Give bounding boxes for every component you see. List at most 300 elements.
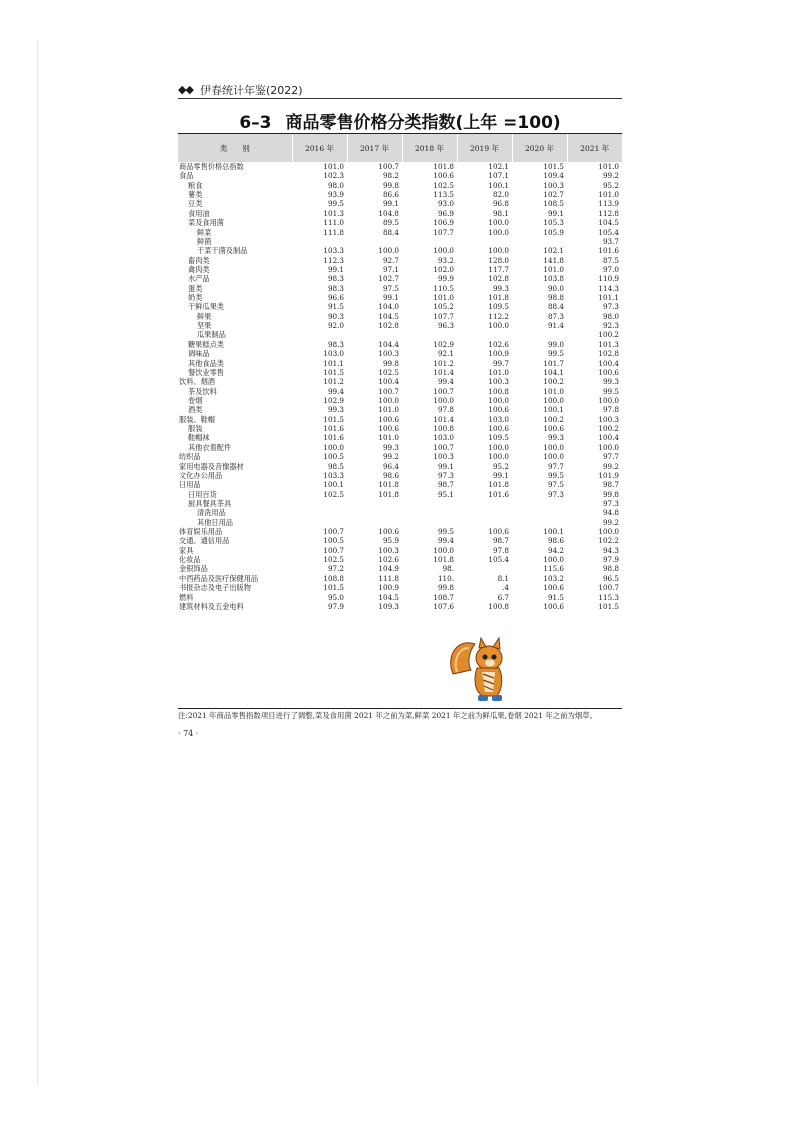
index-value: 92.3 <box>602 321 619 331</box>
index-value: 98.1 <box>492 208 509 218</box>
index-value: 101.0 <box>543 386 564 396</box>
table-note: 注:2021 年商品零售指数项目进行了调整,菜及食用菌 2021 年之前为菜,鲜菜 2021 年之前为鲜瓜果,卷烟 2021 年之前为烟草。 <box>178 711 598 720</box>
index-value: 99.8 <box>382 180 399 190</box>
index-value: 95.2 <box>602 180 619 190</box>
index-value: 101.5 <box>323 367 344 377</box>
index-value: 100.7 <box>323 527 344 537</box>
row-label: 茶及饮料 <box>188 386 217 396</box>
index-value: 99.9 <box>437 274 454 284</box>
index-value: 100.7 <box>598 583 619 593</box>
index-value: 105.4 <box>488 555 509 565</box>
price-index-table <box>178 134 622 611</box>
index-value: 93.2 <box>437 255 454 265</box>
column-header-year: 2018 年 <box>402 134 457 162</box>
index-value: 98.0 <box>327 180 344 190</box>
index-value: 96.3 <box>437 321 454 331</box>
table-row <box>178 377 622 386</box>
index-value: 110. <box>437 573 454 583</box>
index-value: 93.0 <box>437 199 454 209</box>
table-row <box>178 499 622 508</box>
index-value: 91.5 <box>327 302 344 312</box>
index-value: 96.5 <box>602 573 619 583</box>
table-title-text: 商品零售价格分类指数(上年 =100) <box>285 113 561 133</box>
index-value: 128.0 <box>488 255 509 265</box>
index-value: 100.4 <box>598 433 619 443</box>
index-value: 101.0 <box>543 264 564 274</box>
index-value: 100.4 <box>598 358 619 368</box>
table-row <box>178 424 622 433</box>
index-value: 96.4 <box>382 461 399 471</box>
index-value <box>402 518 457 527</box>
index-value: 101.1 <box>323 358 344 368</box>
index-value: 101.8 <box>378 489 399 499</box>
index-value: 100.0 <box>543 442 564 452</box>
index-value: 91.5 <box>547 592 564 602</box>
row-label: 其他衣着配件 <box>188 442 232 452</box>
index-value: 100.0 <box>488 452 509 462</box>
index-value: 102.6 <box>488 339 509 349</box>
index-value <box>347 499 402 508</box>
index-value: 100.0 <box>543 395 564 405</box>
index-value: 100.7 <box>378 162 399 171</box>
index-value: 102.1 <box>543 246 564 256</box>
table-row <box>178 162 622 171</box>
table-row <box>178 593 622 602</box>
index-value <box>402 508 457 517</box>
index-value: 90.3 <box>327 311 344 321</box>
index-value: 101.5 <box>323 583 344 593</box>
index-value: 100.5 <box>323 452 344 462</box>
header-rule <box>178 98 622 99</box>
index-value: 100.0 <box>598 395 619 405</box>
index-value: 100.4 <box>378 377 399 387</box>
index-value: 102.2 <box>598 536 619 546</box>
index-value: 91.4 <box>547 321 564 331</box>
index-value <box>512 499 567 508</box>
index-value: 98.3 <box>327 339 344 349</box>
index-value: 100.2 <box>543 414 564 424</box>
index-value: 97.8 <box>602 405 619 415</box>
index-value: 103.8 <box>543 274 564 284</box>
index-value: 100.0 <box>488 227 509 237</box>
table-row <box>178 490 622 499</box>
index-value: 99.1 <box>382 199 399 209</box>
page-number: · 74 · <box>178 729 199 738</box>
row-label: 食品 <box>179 171 194 181</box>
diamond-icon: ◆◆ <box>178 83 193 96</box>
table-row <box>178 452 622 461</box>
table-row <box>178 293 622 302</box>
index-value: 101.7 <box>543 358 564 368</box>
table-row <box>178 433 622 442</box>
index-value: 99.4 <box>327 386 344 396</box>
table-row <box>178 443 622 452</box>
index-value: 99.8 <box>437 583 454 593</box>
index-value: 111.8 <box>323 227 344 237</box>
index-value: 8.1 <box>497 573 509 583</box>
table-row <box>178 181 622 190</box>
index-value <box>347 518 402 527</box>
index-value: 101.3 <box>323 208 344 218</box>
row-label: 水产品 <box>188 274 210 284</box>
row-label: 卷烟 <box>188 395 203 405</box>
index-value: 87.5 <box>602 255 619 265</box>
table-row <box>178 284 622 293</box>
index-value: 99.3 <box>547 433 564 443</box>
index-value: 100.3 <box>433 452 454 462</box>
table-row <box>178 228 622 237</box>
row-label: 奶类 <box>188 293 203 303</box>
index-value: 99.8 <box>382 358 399 368</box>
index-value: 101.2 <box>323 377 344 387</box>
index-value: 113.5 <box>433 190 454 200</box>
index-value: 100.0 <box>433 246 454 256</box>
index-value: 101.3 <box>598 339 619 349</box>
index-value: 100.3 <box>598 414 619 424</box>
index-value: 102.7 <box>378 274 399 284</box>
table-row <box>178 583 622 592</box>
index-value: 100.0 <box>488 321 509 331</box>
index-value: 101.6 <box>323 433 344 443</box>
row-label: 鲜果 <box>197 311 212 321</box>
index-value: 87.3 <box>547 311 564 321</box>
column-header-year: 2016 年 <box>292 134 347 162</box>
index-value: 100.6 <box>433 171 454 181</box>
index-value: 101.8 <box>488 480 509 490</box>
table-row <box>178 312 622 321</box>
index-value: 100.6 <box>378 414 399 424</box>
index-value: 101.6 <box>323 424 344 434</box>
index-value: 100.0 <box>378 246 399 256</box>
table-row <box>178 265 622 274</box>
row-label: 商品零售价格总指数 <box>179 162 244 171</box>
index-value: 6.7 <box>497 592 509 602</box>
index-value: 97.5 <box>547 480 564 490</box>
table-row <box>178 462 622 471</box>
column-header-category: 类 别 <box>178 134 292 162</box>
index-value: 89.5 <box>382 218 399 228</box>
index-value: 100.0 <box>433 545 454 555</box>
table-row <box>178 218 622 227</box>
index-value: 95.2 <box>492 461 509 471</box>
index-value: 97.5 <box>382 283 399 293</box>
index-value: 104.5 <box>378 592 399 602</box>
index-value: 100.2 <box>543 377 564 387</box>
index-value: 97.0 <box>602 264 619 274</box>
index-value: 94.2 <box>547 545 564 555</box>
index-value: 98.8 <box>602 564 619 574</box>
index-value <box>512 518 567 527</box>
index-value: 101.5 <box>543 162 564 171</box>
row-label: 中西药品及医疗保健用品 <box>179 573 259 583</box>
index-value: 100.6 <box>378 424 399 434</box>
index-value: 102.9 <box>323 395 344 405</box>
index-value: 100.5 <box>323 536 344 546</box>
index-value: 100.0 <box>488 442 509 452</box>
index-value: 102.5 <box>323 489 344 499</box>
table-row <box>178 527 622 536</box>
index-value: 111.8 <box>378 573 399 583</box>
table-row <box>178 190 622 199</box>
index-value: 101.6 <box>598 246 619 256</box>
index-value: 99.1 <box>547 208 564 218</box>
index-value: 102.5 <box>378 367 399 377</box>
index-value: 101.9 <box>598 470 619 480</box>
index-value: 88.4 <box>382 227 399 237</box>
index-value: 98.6 <box>547 536 564 546</box>
index-value: 109.5 <box>488 302 509 312</box>
index-value: 100.3 <box>378 545 399 555</box>
index-value: 101.5 <box>323 414 344 424</box>
index-value: 101.0 <box>323 162 344 171</box>
index-value: 100.2 <box>598 424 619 434</box>
index-value: 99.2 <box>602 517 619 527</box>
table-row <box>178 518 622 527</box>
index-value <box>457 237 512 246</box>
index-value: 110.9 <box>598 274 619 284</box>
table-row <box>178 480 622 489</box>
index-value: 100.7 <box>433 442 454 452</box>
index-value: 92.1 <box>437 349 454 359</box>
index-value: 99.1 <box>382 293 399 303</box>
row-label: 鲜菜 <box>197 227 212 237</box>
index-value: 108.8 <box>323 573 344 583</box>
index-value: 109.3 <box>378 601 399 611</box>
index-value: 100.7 <box>433 386 454 396</box>
index-value: 99.2 <box>602 461 619 471</box>
row-label: 燃料 <box>179 592 194 602</box>
index-value: 103.0 <box>323 349 344 359</box>
table-row <box>178 321 622 330</box>
index-value: .4 <box>502 583 509 593</box>
page-margin-line <box>37 40 38 1085</box>
index-value: 107.7 <box>433 227 454 237</box>
index-value <box>457 330 512 339</box>
index-value: 96.6 <box>327 293 344 303</box>
squirrel-mascot-icon <box>445 634 513 710</box>
index-value: 100.1 <box>323 480 344 490</box>
index-value: 102.8 <box>488 274 509 284</box>
index-value: 100.3 <box>378 349 399 359</box>
column-header-year: 2020 年 <box>512 134 567 162</box>
index-value: 82.0 <box>492 190 509 200</box>
index-value: 112.8 <box>598 208 619 218</box>
index-value <box>512 508 567 517</box>
index-value: 101.5 <box>598 601 619 611</box>
index-value: 105.3 <box>543 218 564 228</box>
index-value: 102.6 <box>378 555 399 565</box>
index-value: 103.2 <box>543 573 564 583</box>
index-value: 104.5 <box>378 311 399 321</box>
index-value: 99.0 <box>547 339 564 349</box>
book-title: 伊春统计年鉴(2022) <box>200 84 303 97</box>
row-label: 服装、鞋帽 <box>179 414 215 424</box>
index-value: 105.2 <box>433 302 454 312</box>
index-value: 100.0 <box>433 395 454 405</box>
index-value: 101.0 <box>488 367 509 377</box>
table-row <box>178 209 622 218</box>
index-value: 115.6 <box>543 564 564 574</box>
index-value: 100.0 <box>543 555 564 565</box>
index-value: 86.6 <box>382 190 399 200</box>
index-value: 115.3 <box>598 592 619 602</box>
row-label: 干菜干菌及制品 <box>197 246 248 256</box>
index-value: 95.0 <box>327 592 344 602</box>
table-title <box>178 108 622 133</box>
index-value: 93.9 <box>327 190 344 200</box>
index-value: 97.3 <box>602 302 619 312</box>
row-label: 交通、通信用品 <box>179 536 230 546</box>
index-value: 101.0 <box>378 405 399 415</box>
index-value: 97.8 <box>437 405 454 415</box>
index-value <box>347 237 402 246</box>
index-value <box>512 237 567 246</box>
row-label: 书报杂志及电子出版物 <box>179 583 251 593</box>
index-value: 100.0 <box>488 395 509 405</box>
index-value: 98.0 <box>602 311 619 321</box>
row-label: 菜及食用菌 <box>188 218 224 228</box>
table-row <box>178 237 622 246</box>
index-value: 103.0 <box>433 433 454 443</box>
index-value: 102.0 <box>433 264 454 274</box>
row-label: 酒类 <box>188 405 203 415</box>
table-row <box>178 508 622 517</box>
index-value: 101.8 <box>488 293 509 303</box>
index-value: 99.7 <box>492 358 509 368</box>
index-value <box>347 508 402 517</box>
index-value: 98.5 <box>327 461 344 471</box>
index-value: 99.5 <box>602 386 619 396</box>
table-row <box>178 340 622 349</box>
index-value: 97.7 <box>547 461 564 471</box>
index-value: 106.9 <box>433 218 454 228</box>
row-label: 调味品 <box>188 349 210 359</box>
index-value <box>402 499 457 508</box>
index-value: 90.0 <box>547 283 564 293</box>
index-value: 100.1 <box>543 527 564 537</box>
index-value: 96.8 <box>492 199 509 209</box>
index-value: 107.1 <box>488 171 509 181</box>
index-value: 100.6 <box>488 527 509 537</box>
index-value: 101.0 <box>598 190 619 200</box>
table-row <box>178 471 622 480</box>
table-row <box>178 415 622 424</box>
index-value <box>512 330 567 339</box>
index-value: 101.6 <box>488 489 509 499</box>
index-value: 102.1 <box>488 162 509 171</box>
column-header-year: 2017 年 <box>347 134 402 162</box>
index-value: 95.1 <box>437 489 454 499</box>
index-value: 99.1 <box>327 264 344 274</box>
index-value: 99.1 <box>492 470 509 480</box>
index-value: 103.3 <box>323 246 344 256</box>
index-value: 110.5 <box>433 283 454 293</box>
index-value: 100.3 <box>488 377 509 387</box>
row-label: 日用百货 <box>188 489 217 499</box>
index-value: 112.3 <box>323 255 344 265</box>
row-label: 体育娱乐用品 <box>179 527 223 537</box>
index-value: 98.7 <box>492 536 509 546</box>
index-value: 117.7 <box>488 264 509 274</box>
index-value: 104.5 <box>598 218 619 228</box>
index-value: 100.8 <box>488 601 509 611</box>
index-value: 100.3 <box>543 180 564 190</box>
column-header-year: 2021 年 <box>567 134 622 162</box>
table-row <box>178 171 622 180</box>
index-value: 99.1 <box>437 461 454 471</box>
index-value: 100.0 <box>598 527 619 537</box>
index-value: 98.6 <box>382 470 399 480</box>
index-value: 101.0 <box>598 162 619 171</box>
index-value: 95.9 <box>382 536 399 546</box>
index-value <box>457 508 512 517</box>
table-row <box>178 546 622 555</box>
index-value: 108.7 <box>433 592 454 602</box>
index-value: 99.3 <box>602 377 619 387</box>
index-value: 100.6 <box>543 583 564 593</box>
table-row <box>178 396 622 405</box>
table-row <box>178 274 622 283</box>
index-value: 93.7 <box>602 236 619 246</box>
index-value: 104.8 <box>378 208 399 218</box>
row-label: 食用油 <box>188 208 210 218</box>
table-row <box>178 302 622 311</box>
table-header-row <box>178 134 622 162</box>
index-value: 98.2 <box>382 171 399 181</box>
index-value <box>457 518 512 527</box>
index-value: 102.5 <box>433 180 454 190</box>
index-value: 88.4 <box>547 302 564 312</box>
index-value <box>402 330 457 339</box>
index-value: 100.9 <box>378 583 399 593</box>
index-value: 101.2 <box>433 358 454 368</box>
row-label: 坚果 <box>197 321 212 331</box>
index-value: 99.3 <box>327 405 344 415</box>
index-value: 101.8 <box>433 555 454 565</box>
index-value: 99.5 <box>327 199 344 209</box>
row-label: 畜肉类 <box>188 255 210 265</box>
index-value: 100.0 <box>543 452 564 462</box>
table-row <box>178 330 622 339</box>
index-value: 96.9 <box>437 208 454 218</box>
index-value: 101.0 <box>378 433 399 443</box>
index-value: 102.3 <box>323 171 344 181</box>
index-value: 107.6 <box>433 601 454 611</box>
index-value: 104.9 <box>378 564 399 574</box>
index-value: 104.0 <box>378 302 399 312</box>
index-value: 100.9 <box>488 349 509 359</box>
index-value: 104.4 <box>378 339 399 349</box>
index-value: 100.6 <box>488 405 509 415</box>
row-label: 日用品 <box>179 480 201 490</box>
table-row <box>178 387 622 396</box>
index-value: 98.3 <box>327 283 344 293</box>
index-value: 101.8 <box>433 162 454 171</box>
index-value: 101.4 <box>433 367 454 377</box>
index-value: 101.8 <box>378 480 399 490</box>
index-value <box>347 330 402 339</box>
index-value: 100.7 <box>378 386 399 396</box>
index-value: 102.5 <box>323 555 344 565</box>
row-label: 文化办公用品 <box>179 470 223 480</box>
index-value: 97.3 <box>602 498 619 508</box>
index-value: 100.1 <box>543 405 564 415</box>
index-value: 101.0 <box>433 293 454 303</box>
row-label: 饮料、烟酒 <box>179 377 215 387</box>
row-label: 蛋类 <box>188 283 203 293</box>
row-label: 豆类 <box>188 199 203 209</box>
table-bottom-border <box>178 708 622 709</box>
